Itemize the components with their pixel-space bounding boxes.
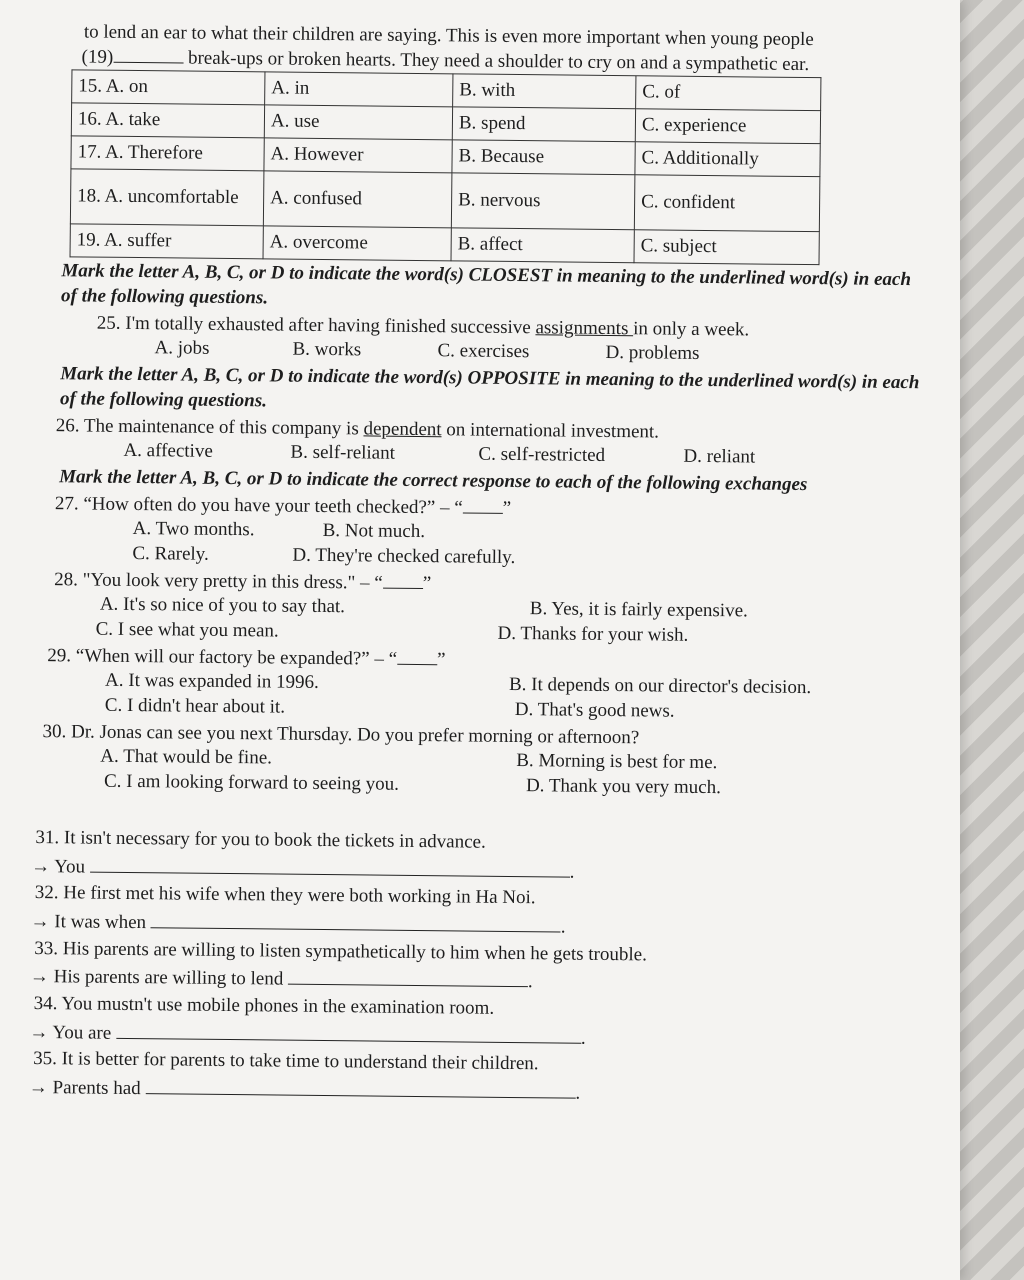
worksheet-content — [29, 20, 930, 1110]
answer-34-stem: → You are — [29, 1021, 112, 1044]
instruction-exchanges: Mark the letter A, B, C, or D to indicate the correct response to each of the following exchanges — [59, 466, 808, 495]
period: . — [560, 916, 566, 938]
option-d[interactable]: D. Thank you very much. — [525, 775, 721, 799]
table-cell: A. use — [264, 105, 452, 140]
instruction-opposite: Mark the letter A, B, C, or D to indicate the word(s) OPPOSITE in meaning to the underlined word(s) in each of the following questions. — [59, 363, 920, 412]
q26-pre: 26. The maintenance of this company is — [55, 414, 364, 439]
answer-35-line[interactable] — [145, 1079, 575, 1099]
table-cell: B. spend — [452, 107, 635, 142]
close-quote: ” — [502, 497, 512, 519]
option-a[interactable]: A. Two months. — [132, 518, 255, 541]
answer-blank[interactable] — [397, 651, 437, 664]
close-quote: ” — [436, 648, 446, 670]
option-a[interactable]: A. It's so nice of you to say that. — [99, 593, 346, 618]
table-cell: B. affect — [451, 228, 634, 263]
option-c[interactable]: C. I am looking forward to seeing you. — [103, 770, 400, 795]
answer-blank[interactable] — [463, 500, 503, 513]
option-d[interactable]: D. problems — [605, 342, 700, 365]
option-c[interactable]: C. I didn't hear about it. — [104, 694, 286, 718]
period: . — [580, 1027, 586, 1049]
option-a[interactable]: A. That would be fine. — [100, 746, 273, 769]
answer-33-stem: → His parents are willing to lend — [29, 966, 284, 990]
answer-32-stem: → It was when — [30, 910, 147, 934]
table-row — [70, 169, 820, 232]
close-quote: ” — [422, 572, 432, 594]
question-32: 32. He first met his wife when they were both working in Ha Noi. — [34, 882, 536, 909]
option-c[interactable]: C. Rarely. — [132, 542, 209, 565]
option-b[interactable]: B. Morning is best for me. — [516, 750, 718, 774]
answer-31-stem: → You — [31, 855, 86, 878]
blank-number: (19) — [81, 46, 114, 68]
question-33: 33. His parents are willing to listen sympathetically to him when he gets trouble. — [34, 937, 647, 965]
option-a[interactable]: A. It was expanded in 1996. — [104, 670, 319, 694]
intro-line-2-text: break-ups or broken hearts. They need a shoulder to cry on and a sympathetic ear. — [187, 47, 810, 75]
q25-post: in only a week. — [633, 317, 750, 341]
table-cell: 15. A. on — [72, 70, 265, 105]
question-30: 30. Dr. Jonas can see you next Thursday. Do you prefer morning or afternoon? — [42, 720, 640, 749]
answer-35 — [29, 1076, 919, 1110]
table-cell: A. confused — [263, 171, 452, 228]
period: . — [575, 1082, 581, 1104]
intro-line-1: to lend an ear to what their children are saying. This is even more important when young people — [83, 21, 814, 51]
answer-33-line[interactable] — [288, 970, 528, 988]
period: . — [569, 861, 575, 883]
q26-underlined: dependent — [363, 417, 442, 440]
question-34: 34. You mustn't use mobile phones in the examination room. — [33, 992, 495, 1019]
table-row — [70, 224, 819, 265]
answer-34-line[interactable] — [116, 1023, 581, 1043]
table-cell: 17. A. Therefore — [71, 136, 264, 171]
option-b[interactable]: B. self-reliant — [290, 441, 396, 464]
table-cell: C. of — [636, 76, 821, 111]
table-cell: 19. A. suffer — [70, 224, 263, 259]
option-c[interactable]: C. I see what you mean. — [95, 618, 279, 642]
option-d[interactable]: D. reliant — [683, 445, 756, 468]
table-cell: B. with — [453, 74, 636, 109]
question-31: 31. It isn't necessary for you to book the tickets in advance. — [35, 826, 486, 853]
answer-31-line[interactable] — [90, 857, 570, 877]
table-cell: 16. A. take — [71, 103, 264, 138]
table-cell: C. experience — [635, 109, 820, 144]
option-d[interactable]: D. That's good news. — [514, 699, 675, 722]
table-cell: B. Because — [452, 140, 635, 175]
table-cell: A. However — [264, 138, 452, 173]
table-cell: A. in — [265, 72, 453, 107]
q28-text: 28. "You look very pretty in this dress." – “ — [54, 568, 383, 594]
table-cell: C. Additionally — [635, 142, 820, 177]
q29-text: 29. “When will our factory be expanded?” – “ — [47, 644, 398, 670]
table-cell: A. overcome — [263, 226, 451, 261]
question-35: 35. It is better for parents to take time to understand their children. — [33, 1048, 539, 1075]
option-b[interactable]: B. Yes, it is fairly expensive. — [529, 598, 748, 622]
option-b[interactable]: B. works — [292, 339, 362, 361]
q26-post: on international investment. — [441, 418, 660, 443]
q25-underlined: assignments — [535, 316, 634, 339]
option-a[interactable]: A. affective — [123, 440, 213, 463]
option-b[interactable]: B. Not much. — [322, 520, 426, 543]
answer-blank[interactable] — [383, 575, 423, 588]
answer-blank[interactable] — [113, 47, 183, 63]
option-c[interactable]: C. self-restricted — [478, 443, 606, 467]
table-cell: B. nervous — [451, 173, 635, 230]
table-cell: 18. A. uncomfortable — [70, 169, 264, 226]
option-d[interactable]: D. They're checked carefully. — [292, 544, 516, 568]
period: . — [527, 971, 533, 993]
instruction-closest: Mark the letter A, B, C, or D to indicate the word(s) CLOSEST in meaning to the underlined word(s) in each of the following questions. — [61, 260, 912, 309]
q25-pre: 25. I'm totally exhausted after having finished successive — [96, 312, 536, 338]
table-cell: C. confident — [634, 175, 820, 232]
answer-32-line[interactable] — [151, 913, 561, 932]
options-table — [70, 70, 822, 266]
option-b[interactable]: B. It depends on our director's decision. — [508, 674, 812, 699]
option-c[interactable]: C. exercises — [437, 340, 530, 363]
answer-35-stem: → Parents had — [28, 1076, 141, 1100]
table-cell: C. subject — [634, 230, 819, 265]
option-a[interactable]: A. jobs — [154, 337, 210, 360]
option-d[interactable]: D. Thanks for your wish. — [497, 622, 689, 646]
q27-text: 27. “How often do you have your teeth checked?” – “ — [54, 492, 463, 519]
